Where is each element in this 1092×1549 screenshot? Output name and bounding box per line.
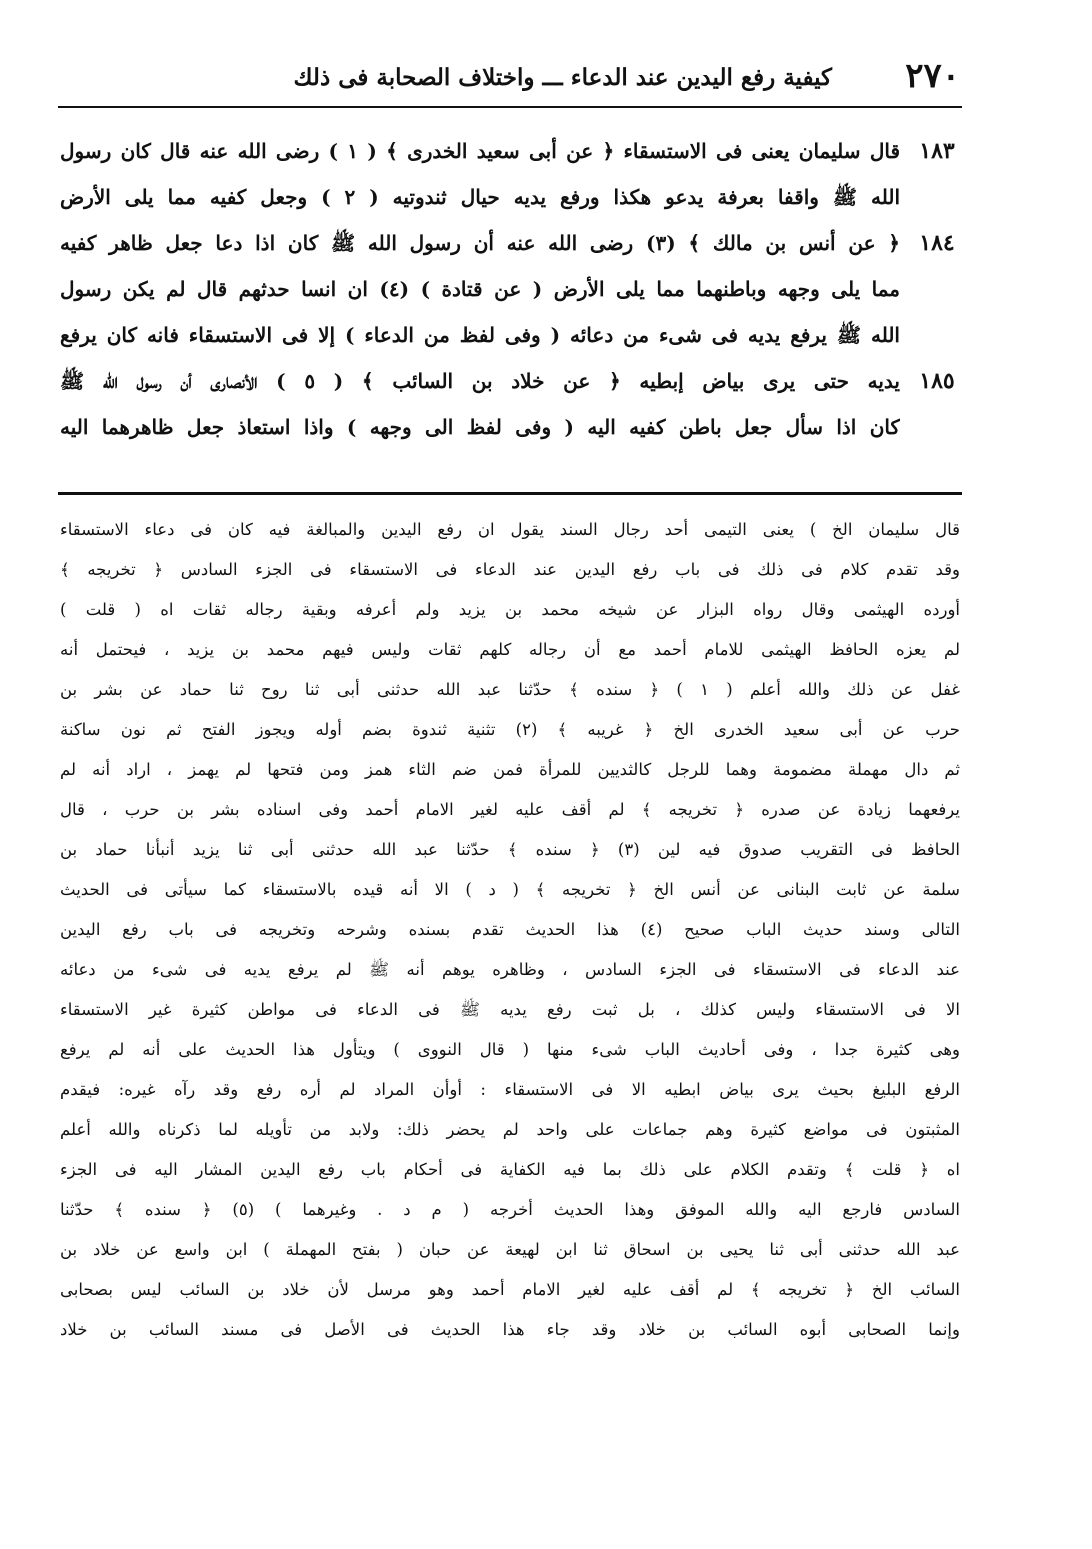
commentary-line: الا فى الاستسقاء وليس كذلك ، بل ثبت رفع يديه ﷺ فى الدعاء فى مواطن كثيرة غير الاستسقاء <box>60 1000 960 1019</box>
commentary-line: الرفع البليغ بحيث يرى بياض ابطيه الا فى الاستسقاء : أوأن المراد لم أره رفع وقد رآه غيره: فيقدم <box>60 1080 960 1099</box>
hadith-line: الله ﷺ واقفا بعرفة يدعو هكذا ورفع يديه حيال ثندوتيه ( ٢ ) وجعل كفيه مما يلى الأرض <box>60 185 900 209</box>
commentary-line: ثم دال مهملة مضمومة وهما للرجل كالثديين للمرأة فمن ضم الثاء همز ومن فتحها لم يهمز ، اراد أنه لم <box>60 760 960 779</box>
hadith-line: مما يلى وجهه وباطنهما مما يلى الأرض ( عن قتادة ) (٤) ان انسا حدثهم قال لم يكن رسول <box>60 277 900 301</box>
commentary-line: التالى وسند حديث الباب صحيح (٤) هذا الحديث تقدم بسنده وشرحه وتخريجه فى باب رفع اليدين <box>60 920 960 939</box>
commentary-line: عند الدعاء فى الاستسقاء فى الجزء السادس ، وظاهره يوهم أنه ﷺ لم يرفع يديه فى شىء من دعائه <box>60 960 960 979</box>
commentary-line: السائب الخ ﴿ تخريجه ﴾ لم أقف عليه لغير الامام أحمد وهو مرسل لأن خلاد بن السائب ليس بصحابى <box>60 1280 960 1299</box>
hadith-number: ١٨٣ <box>919 138 955 164</box>
commentary-line: أورده الهيثمى وقال رواه البزار عن شيخه محمد بن يزيد ولم أعرفه وبقية رجاله ثقات اه ( قلت ) <box>60 600 960 619</box>
commentary-line: لم يعزه الحافظ الهيثمى للامام أحمد مع أن رجاله كلهم ثقات وليس فيهم محمد بن يزيد ، فيحتمل أنه <box>60 640 960 659</box>
hadith-number: ١٨٤ <box>919 230 955 256</box>
running-title: كيفية رفع اليدين عند الدعاء ـــ واختلاف الصحابة فى ذلك <box>293 64 832 91</box>
commentary-line: السادس فارجع اليه والله الموفق وهذا الحديث أخرجه ( م د . وغيرهما ) (٥) ﴿ سنده ﴾ حدّثنا <box>60 1200 960 1219</box>
commentary-line: اه ﴿ قلت ﴾ وتقدم الكلام على ذلك بما فيه الكفاية فى أحكام باب رفع اليدين المشار اليه فى الجزء <box>60 1160 960 1179</box>
hadith-line: ﴿ عن أنس بن مالك ﴾ (٣) رضى الله عنه أن رسول الله ﷺ كان اذا دعا جعل ظاهر كفيه <box>60 231 900 255</box>
hadith-line: قال سليمان يعنى فى الاستسقاء ﴿ عن أبى سعيد الخدرى ﴾ ( ١ ) رضى الله عنه قال كان رسول <box>60 139 900 163</box>
hadith-line: يديه حتى يرى بياض إبطيه ﴿ عن خلاد بن السائب ﴾ ( ٥ ) الأنصارى أن رسول الله ﷺ <box>60 369 900 393</box>
hadith-line: الله ﷺ يرفع يديه فى شىء من دعائه ( وفى لفظ من الدعاء ) إلا فى الاستسقاء فانه كان يرفع <box>60 323 900 347</box>
commentary-line: سلمة عن ثابت البنانى عن أنس الخ ﴿ تخريجه ﴾ ( د ) الا أنه قيده بالاستسقاء كما سيأتى فى الحديث <box>60 880 960 899</box>
hadith-number: ١٨٥ <box>919 368 955 394</box>
commentary-line: المثبتون فى مواضع كثيرة وهم جماعات على واحد لم يحضر ذلك: ولابد من تأويله لما ذكرناه والله أعلم <box>60 1120 960 1139</box>
page-number: ٢٧٠ <box>905 56 960 96</box>
commentary-line: الحافظ فى التقريب صدوق فيه لين (٣) ﴿ سنده ﴾ حدّثنا عبد الله حدثنى أبى ثنا يزيد أنبأنا حماد بن <box>60 840 960 859</box>
commentary-line: وإنما الصحابى أبوه السائب بن خلاد وقد جاء هذا الحديث فى الأصل فى مسند السائب بن خلاد <box>60 1320 960 1339</box>
hadith-line: كان اذا سأل جعل باطن كفيه اليه ( وفى لفظ الى وجهه ) واذا استعاذ جعل ظاهرهما اليه <box>60 415 900 439</box>
header-rule <box>58 106 962 108</box>
page-header <box>60 56 960 102</box>
commentary-line: عبد الله حدثنى أبى ثنا يحيى بن اسحاق ثنا ابن لهيعة عن حبان ( بفتح المهملة ) ابن واسع عن خلاد بن <box>60 1240 960 1259</box>
commentary-line: يرفعهما زيادة عن صدره ﴿ تخريجه ﴾ لم أقف عليه لغير الامام أحمد وفى اسناده بشر بن حرب ، قال <box>60 800 960 819</box>
commentary-line: قال سليمان الخ ) يعنى التيمى أحد رجال السند يقول ان رفع اليدين والمبالغة فيه كان فى دعاء الاستسقاء <box>60 520 960 539</box>
commentary-line: وقد تقدم كلام فى ذلك فى باب رفع اليدين عند الدعاء فى الاستسقاء فى الجزء السادس ﴿ تخريجه ﴾ <box>60 560 960 579</box>
commentary-line: غفل عن ذلك والله أعلم ( ١ ) ﴿ سنده ﴾ حدّثنا عبد الله حدثنى أبى ثنا روح ثنا حماد عن بشر بن <box>60 680 960 699</box>
footnote-rule <box>58 492 962 495</box>
commentary-line: حرب عن أبى سعيد الخدرى الخ ﴿ غريبه ﴾ (٢) تثنية ثندوة بضم أوله ويجوز الفتح ثم نون ساكنة <box>60 720 960 739</box>
commentary-line: وهى كثيرة جدا ، وفى أحاديث الباب شىء منها ( قال النووى ) ويتأول هذا الحديث على أنه لم يرفع <box>60 1040 960 1059</box>
